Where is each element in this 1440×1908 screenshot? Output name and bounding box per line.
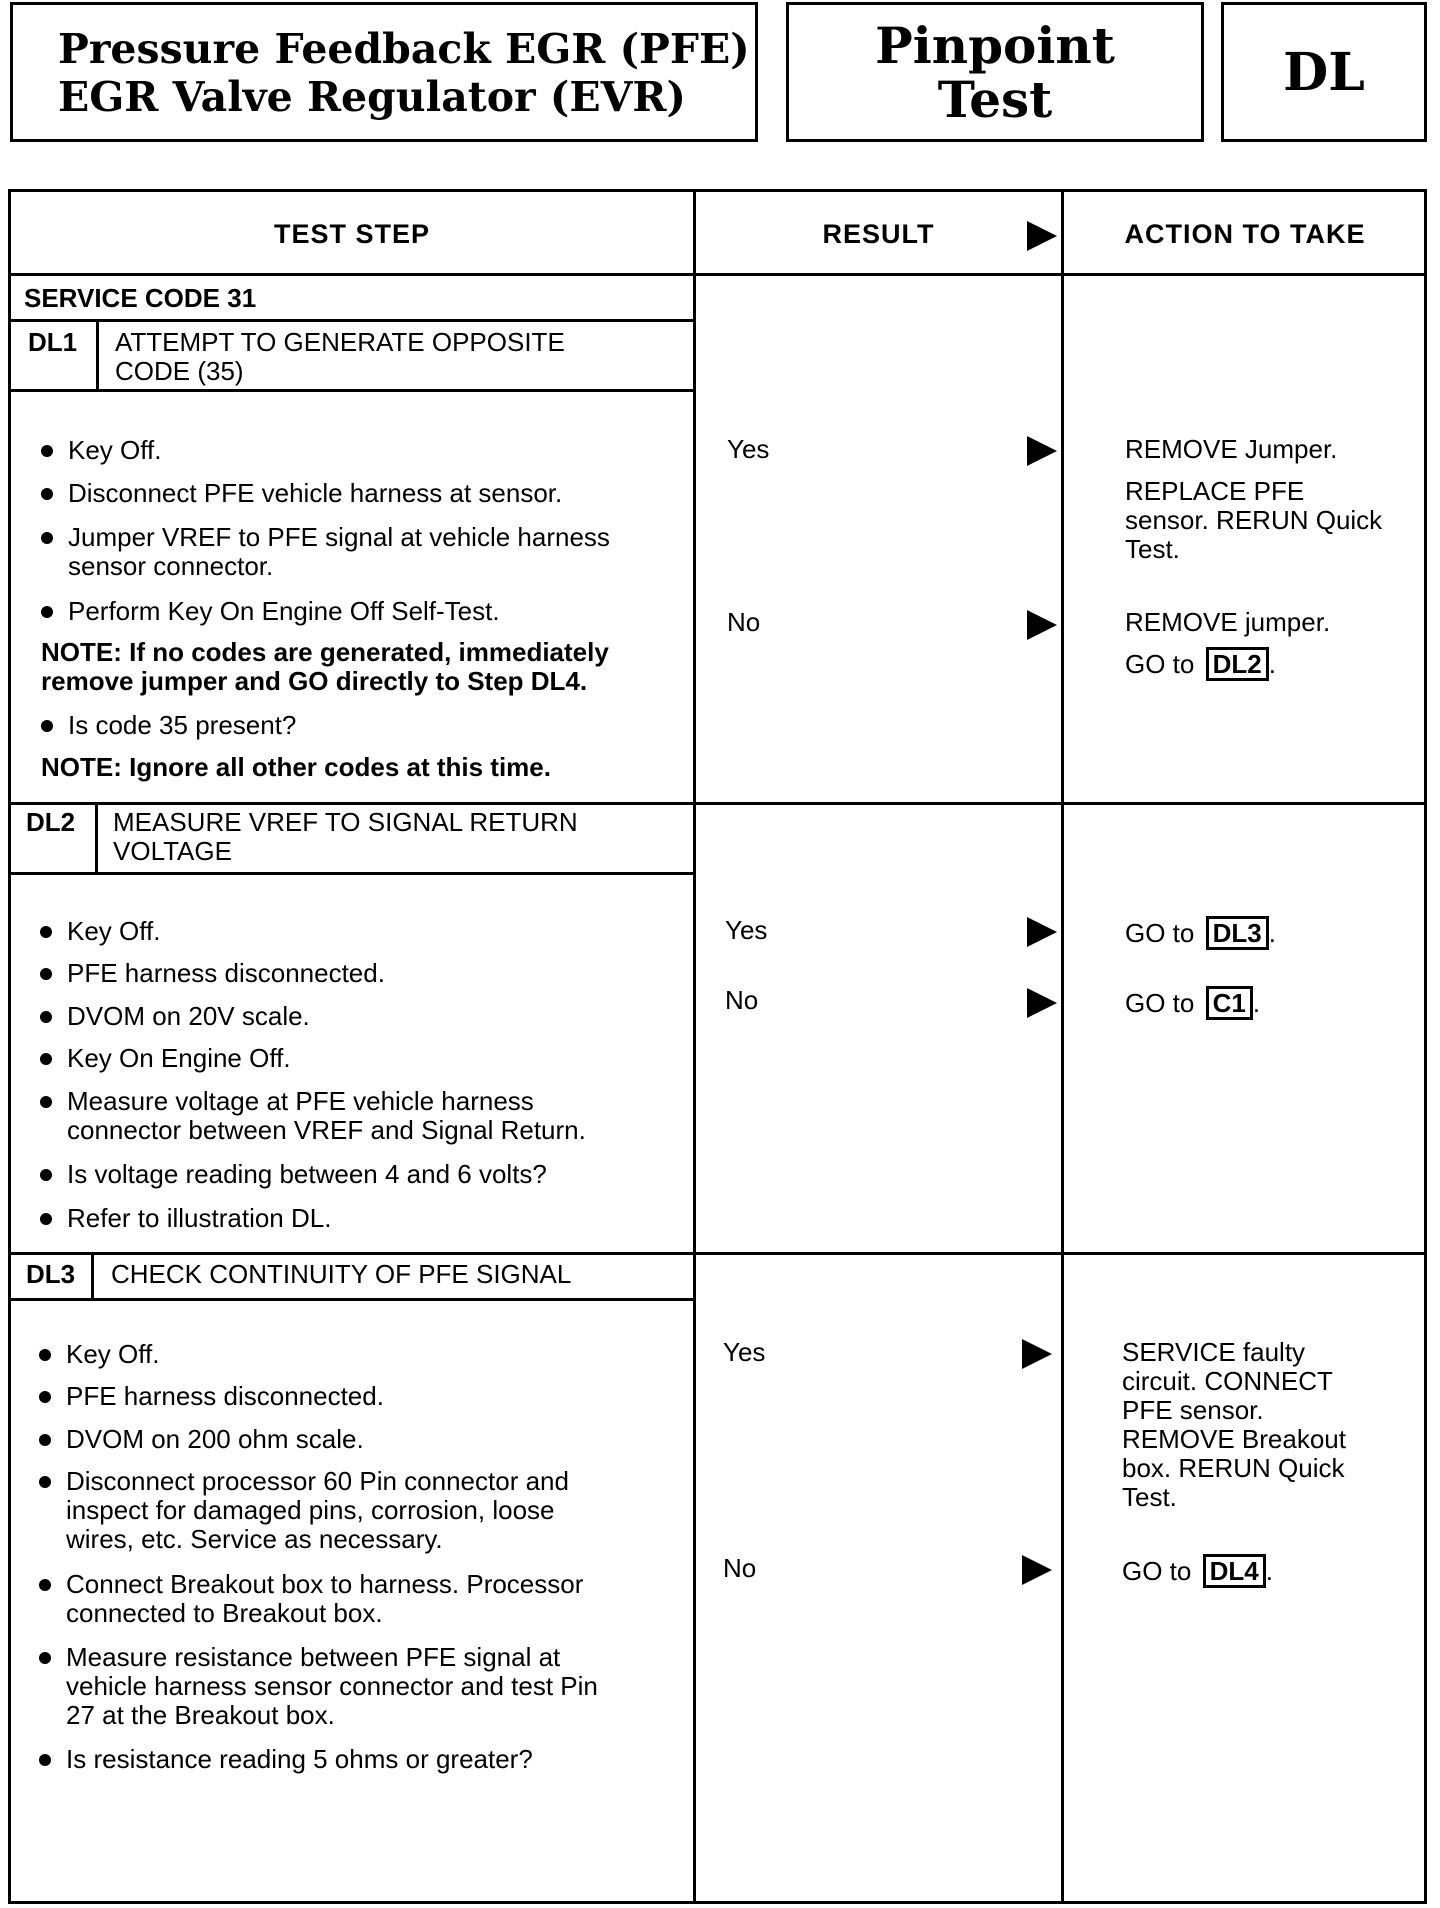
dl2-no-action [1125, 986, 1260, 1020]
header-action: ACTION TO TAKE [1124, 219, 1366, 249]
service-code-label: SERVICE CODE 31 [24, 283, 257, 313]
step-id-dl1: DL1 [28, 327, 78, 357]
dl2-title-line-1: MEASURE VREF TO SIGNAL RETURN [113, 807, 578, 837]
dl3-bullet-6-line-2: vehicle harness sensor connector and test Pin [66, 1671, 598, 1701]
dl2-no-arrow-icon [1027, 988, 1057, 1018]
dl1-bullet-3 [68, 523, 610, 581]
dl3-bullet-4 [66, 1467, 569, 1554]
dl2-yes-action-suffix: . [1268, 918, 1276, 948]
dl1-bullet-3-line-2: sensor connector. [68, 551, 274, 581]
dl3-bullet-4-line-2: inspect for damaged pins, corrosion, loose [66, 1495, 555, 1525]
dl3-bullet-2: PFE harness disconnected. [66, 1381, 384, 1411]
dl1-yes-action-2-line-1: REPLACE PFE [1125, 476, 1305, 506]
dl3-bullet-5-line-2: connected to Breakout box. [66, 1598, 383, 1628]
dl1-end-divider [11, 802, 1424, 805]
dl1-note-1-line-1: NOTE: If no codes are generated, immediately [41, 637, 609, 667]
dl1-id-divider [96, 319, 99, 389]
pinpoint-line-1: Pinpoint [875, 16, 1115, 75]
dl1-bullet-1: Key Off. [68, 435, 162, 465]
dl3-bullet-7: Is resistance reading 5 ohms or greater? [66, 1744, 533, 1774]
dl2-yes-action-prefix: GO to [1125, 918, 1195, 948]
dl3-yes-action-line-3: PFE sensor. [1122, 1395, 1264, 1425]
dl2-no-action-prefix: GO to [1125, 988, 1195, 1018]
dl2-bullet-3: DVOM on 20V scale. [67, 1001, 310, 1031]
dl2-result-no: No [725, 985, 759, 1015]
step-id-dl2: DL2 [26, 807, 76, 837]
dl3-bullet-3: DVOM on 200 ohm scale. [66, 1424, 364, 1454]
dl2-bullet-1: Key Off. [67, 916, 161, 946]
dl2-bullet-2: PFE harness disconnected. [67, 958, 385, 988]
dl2-yes-arrow-icon [1027, 917, 1057, 947]
document-title-box [10, 2, 758, 142]
dl2-title-line-2: VOLTAGE [113, 836, 232, 866]
dl3-title: CHECK CONTINUITY OF PFE SIGNAL [111, 1259, 572, 1289]
dl2-title-divider [11, 872, 693, 875]
dl2-id-divider [95, 802, 98, 872]
dl3-no-arrow-icon [1022, 1555, 1052, 1585]
dl2-bullet-6: Is voltage reading between 4 and 6 volts? [67, 1159, 547, 1189]
dl3-bullet-6-line-1: Measure resistance between PFE signal at [66, 1642, 561, 1672]
dl3-yes-action-line-4: REMOVE Breakout [1122, 1424, 1346, 1454]
dl3-yes-action-line-2: circuit. CONNECT [1122, 1366, 1333, 1396]
pinpoint-test-box [786, 2, 1204, 142]
dl1-no-action-2-suffix: . [1268, 649, 1276, 679]
dl2-result-yes: Yes [725, 915, 768, 945]
dl3-id-divider [91, 1252, 94, 1298]
dl3-bullet-4-line-3: wires, etc. Service as necessary. [66, 1524, 443, 1554]
dl3-bullet-1: Key Off. [66, 1339, 160, 1369]
dl2-bullet-5 [67, 1087, 586, 1145]
result-arrow-icon [1027, 221, 1057, 251]
dl3-result-no: No [723, 1553, 757, 1583]
dl1-bullet-5: Is code 35 present? [68, 710, 297, 740]
dl2-yes-action [1125, 916, 1276, 950]
dl3-no-action-ref[interactable]: DL4 [1203, 1554, 1266, 1588]
header-test-step: TEST STEP [273, 219, 431, 249]
dl1-title-divider [11, 389, 693, 392]
test-code: DL [1283, 42, 1365, 103]
pinpoint-table [8, 189, 1427, 1904]
dl3-yes-action-line-5: box. RERUN Quick [1122, 1453, 1345, 1483]
dl3-bullet-4-line-1: Disconnect processor 60 Pin connector and [66, 1466, 569, 1496]
dl1-no-arrow-icon [1027, 610, 1057, 640]
dl1-result-no: No [727, 607, 761, 637]
dl2-yes-action-ref[interactable]: DL3 [1206, 916, 1269, 950]
dl1-yes-arrow-icon [1027, 436, 1057, 466]
step-id-dl3: DL3 [26, 1259, 76, 1289]
dl2-no-action-ref[interactable]: C1 [1206, 986, 1253, 1020]
dl3-bullet-6-line-3: 27 at the Breakout box. [66, 1700, 335, 1730]
dl3-yes-action-line-6: Test. [1122, 1482, 1177, 1512]
dl2-bullet-5-line-2: connector between VREF and Signal Return. [67, 1115, 586, 1145]
dl1-result-yes: Yes [727, 434, 770, 464]
dl1-note-1-line-2: remove jumper and GO directly to Step DL4. [41, 666, 588, 696]
dl1-bullet-2: Disconnect PFE vehicle harness at sensor. [68, 478, 563, 508]
dl1-note-2: NOTE: Ignore all other codes at this time. [41, 752, 551, 782]
dl1-yes-action-1: REMOVE Jumper. [1125, 434, 1338, 464]
dl3-bullet-6 [66, 1643, 598, 1730]
dl3-yes-action-line-1: SERVICE faulty [1122, 1337, 1306, 1367]
dl2-no-action-suffix: . [1252, 988, 1261, 1018]
dl3-yes-arrow-icon [1022, 1339, 1052, 1369]
dl3-no-action-suffix: . [1265, 1556, 1273, 1586]
dl1-yes-action-2-line-2: sensor. RERUN Quick [1125, 505, 1383, 535]
divider-action [1061, 192, 1064, 1901]
dl1-no-action-2 [1125, 647, 1276, 681]
divider-result [693, 192, 696, 1901]
dl1-yes-action-2-line-3: Test. [1125, 534, 1180, 564]
dl2-bullet-4: Key On Engine Off. [67, 1043, 291, 1073]
dl2-end-divider [11, 1252, 1424, 1255]
test-code-box [1221, 2, 1427, 142]
dl3-bullet-5-line-1: Connect Breakout box to harness. Processor [66, 1569, 584, 1599]
dl1-no-action-2-ref[interactable]: DL2 [1206, 647, 1269, 681]
dl2-bullet-5-line-1: Measure voltage at PFE vehicle harness [67, 1086, 534, 1116]
dl1-no-action-2-prefix: GO to [1125, 649, 1195, 679]
dl1-title-line-1: ATTEMPT TO GENERATE OPPOSITE [115, 327, 565, 357]
title-line-2: EGR Valve Regulator (EVR) [58, 73, 686, 121]
dl1-bullet-3-line-1: Jumper VREF to PFE signal at vehicle harness [68, 522, 610, 552]
dl3-result-yes: Yes [723, 1337, 766, 1367]
dl1-bullet-4: Perform Key On Engine Off Self-Test. [68, 596, 500, 626]
title-line-1: Pressure Feedback EGR (PFE) [58, 25, 750, 73]
dl3-title-divider [11, 1298, 693, 1301]
dl1-no-action-1: REMOVE jumper. [1125, 607, 1331, 637]
dl2-bullet-7: Refer to illustration DL. [67, 1203, 332, 1233]
header-result: RESULT [822, 219, 935, 249]
dl3-bullet-5 [66, 1570, 583, 1628]
service-code-divider [11, 319, 693, 322]
dl3-no-action [1122, 1554, 1273, 1588]
dl1-title-line-2: CODE (35) [115, 356, 244, 386]
dl3-no-action-prefix: GO to [1122, 1556, 1192, 1586]
pinpoint-line-2: Test [937, 70, 1053, 129]
header-divider [11, 273, 1424, 276]
